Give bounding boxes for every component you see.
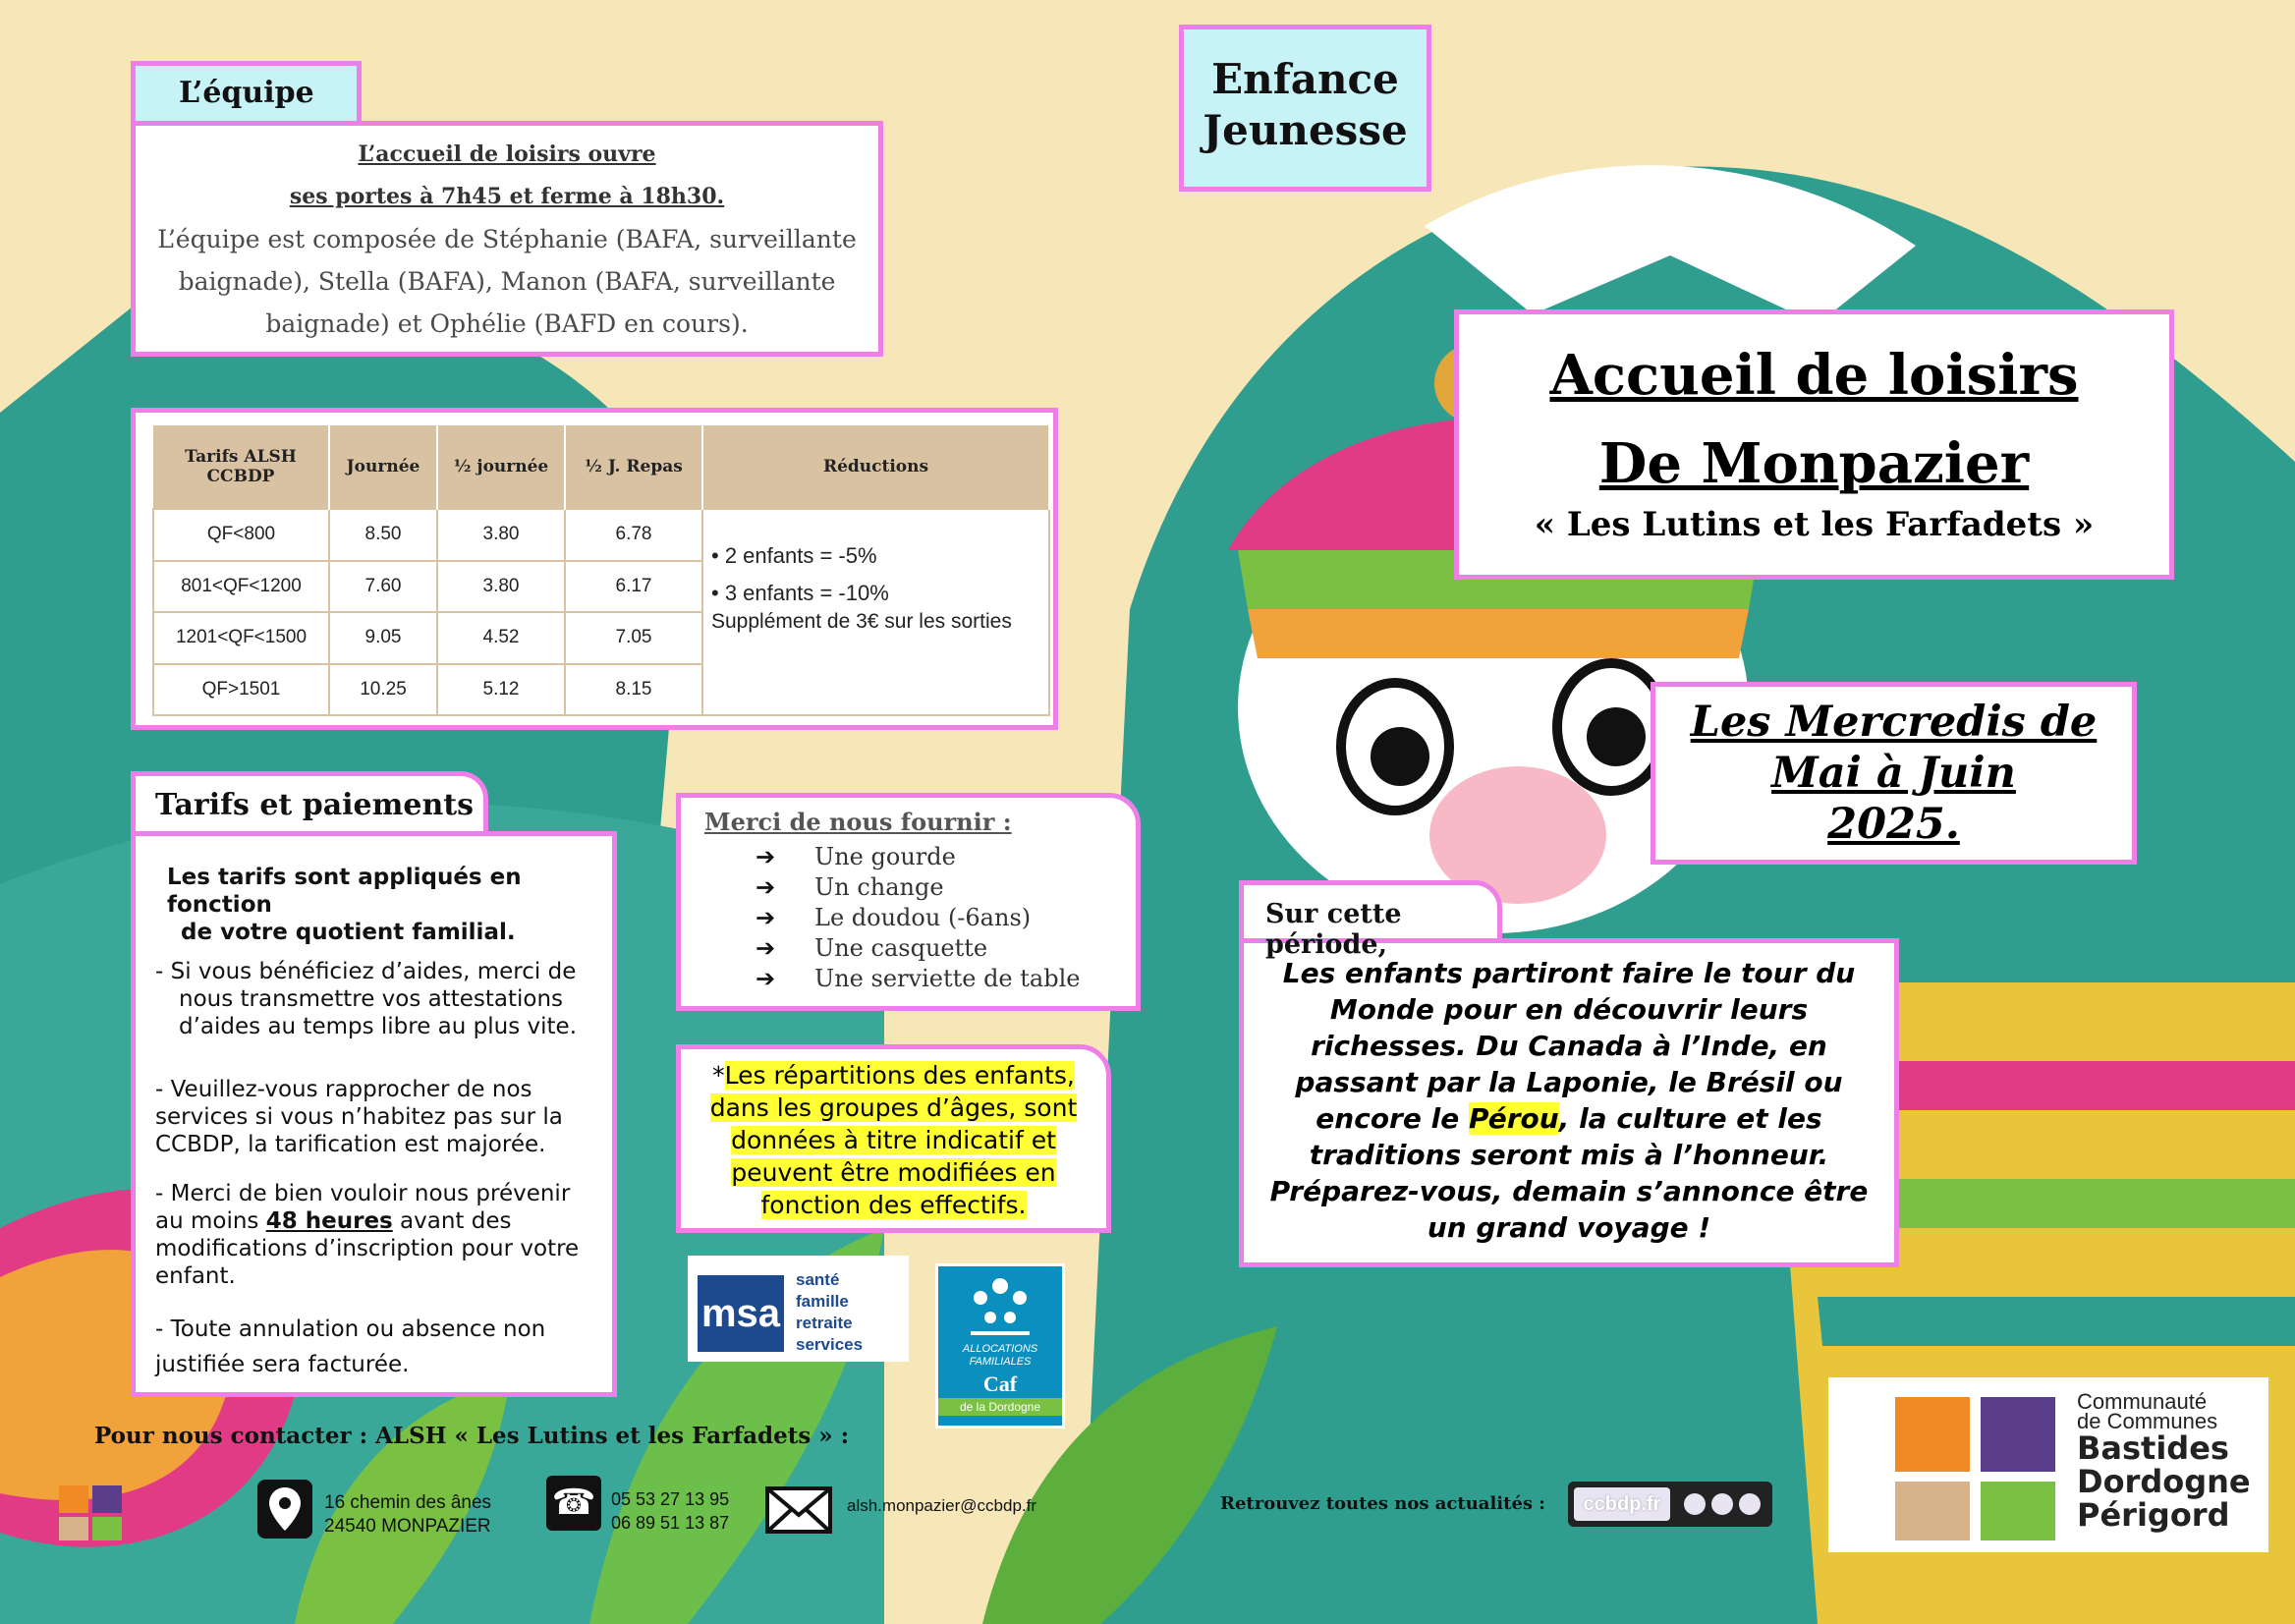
- table-cell: 8.50: [329, 509, 437, 561]
- mail-icon: [764, 1485, 833, 1535]
- table-cell: 5.12: [437, 664, 565, 716]
- email-link[interactable]: alsh.monpazier@ccbdp.fr: [847, 1496, 1037, 1515]
- dates-box: [1651, 682, 2137, 865]
- tarifs-paiements-tab-label: Tarifs et paiements: [155, 788, 475, 822]
- tp-p3-1: - Merci de bien vouloir nous prévenir: [155, 1181, 571, 1206]
- periode-box: [1239, 938, 1899, 1267]
- tp-p3-post: avant des: [392, 1208, 512, 1234]
- address-line-1: 16 chemin des ânes: [324, 1492, 492, 1513]
- tp-p4-1: - Toute annulation ou absence non: [155, 1316, 546, 1342]
- periode-line-6: traditions seront mis à l’honneur.: [1309, 1139, 1829, 1171]
- phone-icon: ☎: [546, 1476, 601, 1531]
- table-header: ½ journée: [437, 425, 565, 509]
- tp-p1-3: d’aides au temps libre au plus vite.: [179, 1014, 578, 1039]
- caf-logo: [935, 1263, 1065, 1428]
- tarifs-table: [152, 425, 1050, 716]
- caf-sub: de la Dordogne: [938, 1398, 1062, 1416]
- note-box: [676, 1044, 1111, 1233]
- table-row: [153, 509, 1049, 561]
- dates-line-1: Les Mercredis de: [1690, 698, 2098, 747]
- title-subtitle: « Les Lutins et les Farfadets »: [1534, 505, 2095, 544]
- caf-name: Caf: [982, 1372, 1018, 1396]
- title-line-2: De Monpazier: [1598, 431, 2030, 496]
- periode-tab: [1239, 880, 1502, 960]
- list-item: ➔ Une gourde: [704, 842, 1136, 872]
- table-cell: 3.80: [437, 509, 565, 561]
- address-line-2: 24540 MONPAZIER: [324, 1516, 491, 1537]
- msa-logo: [688, 1256, 909, 1362]
- badge-line-1: Enfance: [1211, 55, 1399, 103]
- ccbdp-logo: [1828, 1377, 2268, 1552]
- social-dot-icon[interactable]: [1711, 1493, 1733, 1515]
- merci-list: [704, 842, 1136, 994]
- note-line-2: dans les groupes d’âges, sont: [709, 1093, 1078, 1122]
- table-cell: QF>1501: [153, 664, 329, 716]
- news-label: Retrouvez toutes nos actualités :: [1220, 1493, 1545, 1514]
- reduction-line-1: • 2 enfants = -5%: [711, 543, 877, 568]
- tarifs-paiements-box: [131, 831, 617, 1397]
- ccbdp-line-4: Dordogne: [2077, 1463, 2251, 1500]
- list-item: ➔ Une casquette: [704, 933, 1136, 964]
- periode-line-2: Monde pour en découvrir leurs: [1329, 993, 1809, 1026]
- tp-p3-pre: au moins: [155, 1208, 266, 1234]
- tp-p4-2: justifiée sera facturée.: [155, 1352, 410, 1377]
- equipe-text-line-2: baignade), Stella (BAFA), Manon (BAFA, surveillante: [178, 267, 836, 296]
- arrow-right-icon: ➔: [756, 873, 776, 901]
- tp-p3-4: enfant.: [155, 1263, 236, 1289]
- ccbdp-line-2: de Communes: [2077, 1409, 2218, 1433]
- table-cell: 6.78: [565, 509, 702, 561]
- dates-line-3: 2025.: [1827, 800, 1960, 849]
- ccbdp-line-3: Bastides: [2077, 1429, 2229, 1467]
- title-box: [1454, 309, 2174, 580]
- merci-box: [676, 793, 1141, 1011]
- caf-top-text: ALLOCATIONS FAMILIALES: [962, 1343, 1038, 1368]
- title-line-1: Accueil de loisirs: [1549, 343, 2079, 408]
- note-line-3: données à titre indicatif et: [731, 1126, 1056, 1154]
- table-cell: 8.15: [565, 664, 702, 716]
- tarifs-table-box: [131, 408, 1058, 730]
- equipe-tab-label: L’équipe: [179, 76, 314, 110]
- tp-p2-3: CCBDP, la tarification est majorée.: [155, 1132, 546, 1157]
- periode-line-7: Préparez-vous, demain s’annonce être: [1269, 1175, 1869, 1207]
- tp-p3-2: [155, 1207, 596, 1235]
- msa-line: retraite: [796, 1314, 853, 1332]
- note-line-5: fonction des effectifs.: [760, 1191, 1027, 1219]
- note-line-4: peuvent être modifiées en: [731, 1158, 1056, 1187]
- social-dot-icon[interactable]: [1739, 1493, 1761, 1515]
- tp-p1-2: nous transmettre vos attestations: [179, 986, 564, 1012]
- msa-line: santé: [796, 1270, 840, 1289]
- phones: [611, 1487, 729, 1535]
- arrow-right-icon: ➔: [756, 934, 776, 962]
- table-cell: 6.17: [565, 561, 702, 613]
- table-header: Réductions: [702, 425, 1049, 509]
- table-header: Journée: [329, 425, 437, 509]
- table-cell: QF<800: [153, 509, 329, 561]
- equipe-box: [131, 121, 883, 357]
- address: [324, 1491, 491, 1539]
- list-item: ➔ Un change: [704, 872, 1136, 903]
- tp-p1-1: - Si vous bénéficiez d’aides, merci de: [155, 959, 577, 984]
- table-cell: 7.05: [565, 612, 702, 664]
- table-header: ½ J. Repas: [565, 425, 702, 509]
- ccbdp-line-1: Communauté: [2077, 1389, 2208, 1414]
- phone-1: 05 53 27 13 95: [611, 1489, 730, 1509]
- merci-title: Merci de nous fournir :: [704, 808, 1012, 836]
- periode-line-1: Les enfants partiront faire le tour du: [1282, 957, 1856, 989]
- table-header: Tarifs ALSH CCBDP: [153, 425, 329, 509]
- table-cell: 9.05: [329, 612, 437, 664]
- table-cell: 1201<QF<1500: [153, 612, 329, 664]
- periode-line-8: un grand voyage !: [1427, 1211, 1711, 1244]
- table-cell: 10.25: [329, 664, 437, 716]
- enfance-jeunesse-badge: [1179, 25, 1431, 192]
- tp-p3-bold: 48 heures: [265, 1208, 393, 1234]
- arrow-right-icon: ➔: [756, 843, 776, 870]
- msa-line: services: [796, 1335, 864, 1354]
- table-cell: 7.60: [329, 561, 437, 613]
- table-cell: 4.52: [437, 612, 565, 664]
- reductions-cell: [702, 509, 1049, 715]
- ccbdp-line-5: Périgord: [2077, 1496, 2230, 1534]
- reduction-line-2: • 3 enfants = -10%: [711, 581, 889, 605]
- tp-p3-3: modifications d’inscription pour votre: [155, 1236, 580, 1261]
- tarifs-paiements-tab: [131, 771, 488, 836]
- social-dot-icon[interactable]: [1684, 1493, 1706, 1515]
- periode-tab-label: Sur cette période,: [1265, 899, 1402, 960]
- contact-label: Pour nous contacter : ALSH « Les Lutins et les Farfadets » :: [94, 1423, 850, 1449]
- periode-line-3: richesses. Du Canada à l’Inde, en: [1311, 1030, 1827, 1062]
- website-link[interactable]: ccbdp.fr: [1574, 1487, 1670, 1521]
- badge-line-2: Jeunesse: [1203, 106, 1408, 154]
- tp-intro-1: Les tarifs sont appliqués en fonction: [167, 865, 522, 918]
- caf-family-icon: [961, 1274, 1039, 1339]
- equipe-text-line-3: baignade) et Ophélie (BAFD en cours).: [265, 309, 749, 338]
- list-item: ➔ Le doudou (-6ans): [704, 903, 1136, 933]
- hours-line-1: L’accueil de loisirs ouvre: [358, 141, 656, 167]
- arrow-right-icon: ➔: [756, 965, 776, 992]
- hours-line-2: ses portes à 7h45 et ferme à 18h30.: [289, 184, 725, 209]
- periode-line-4: passant par la Laponie, le Brésil ou: [1295, 1066, 1843, 1098]
- website-badge[interactable]: [1568, 1482, 1772, 1527]
- equipe-text-line-1: L’équipe est composée de Stéphanie (BAFA, surveillante: [157, 225, 857, 253]
- table-cell: 801<QF<1200: [153, 561, 329, 613]
- note-line-1: *Les répartitions des enfants,: [712, 1061, 1075, 1090]
- ccbdp-small-logo: [59, 1482, 206, 1546]
- equipe-tab: [131, 61, 362, 126]
- tp-p2-1: - Veuillez-vous rapprocher de nos: [155, 1077, 532, 1102]
- tp-intro-2: de votre quotient familial.: [181, 920, 516, 945]
- msa-line: famille: [796, 1292, 849, 1311]
- periode-line-5: encore le Pérou, la culture et les: [1315, 1102, 1822, 1135]
- reduction-line-3: Supplément de 3€ sur les sorties: [711, 610, 1012, 633]
- phone-2: 06 89 51 13 87: [611, 1513, 730, 1533]
- table-cell: 3.80: [437, 561, 565, 613]
- dates-line-2: Mai à Juin: [1771, 749, 2016, 798]
- location-pin-icon: [257, 1480, 312, 1539]
- arrow-right-icon: ➔: [756, 904, 776, 931]
- msa-mark: msa: [698, 1275, 784, 1352]
- tp-p2-2: services si vous n’habitez pas sur la: [155, 1104, 563, 1130]
- table-header-row: [153, 425, 1049, 509]
- list-item: ➔ Une serviette de table: [704, 964, 1136, 994]
